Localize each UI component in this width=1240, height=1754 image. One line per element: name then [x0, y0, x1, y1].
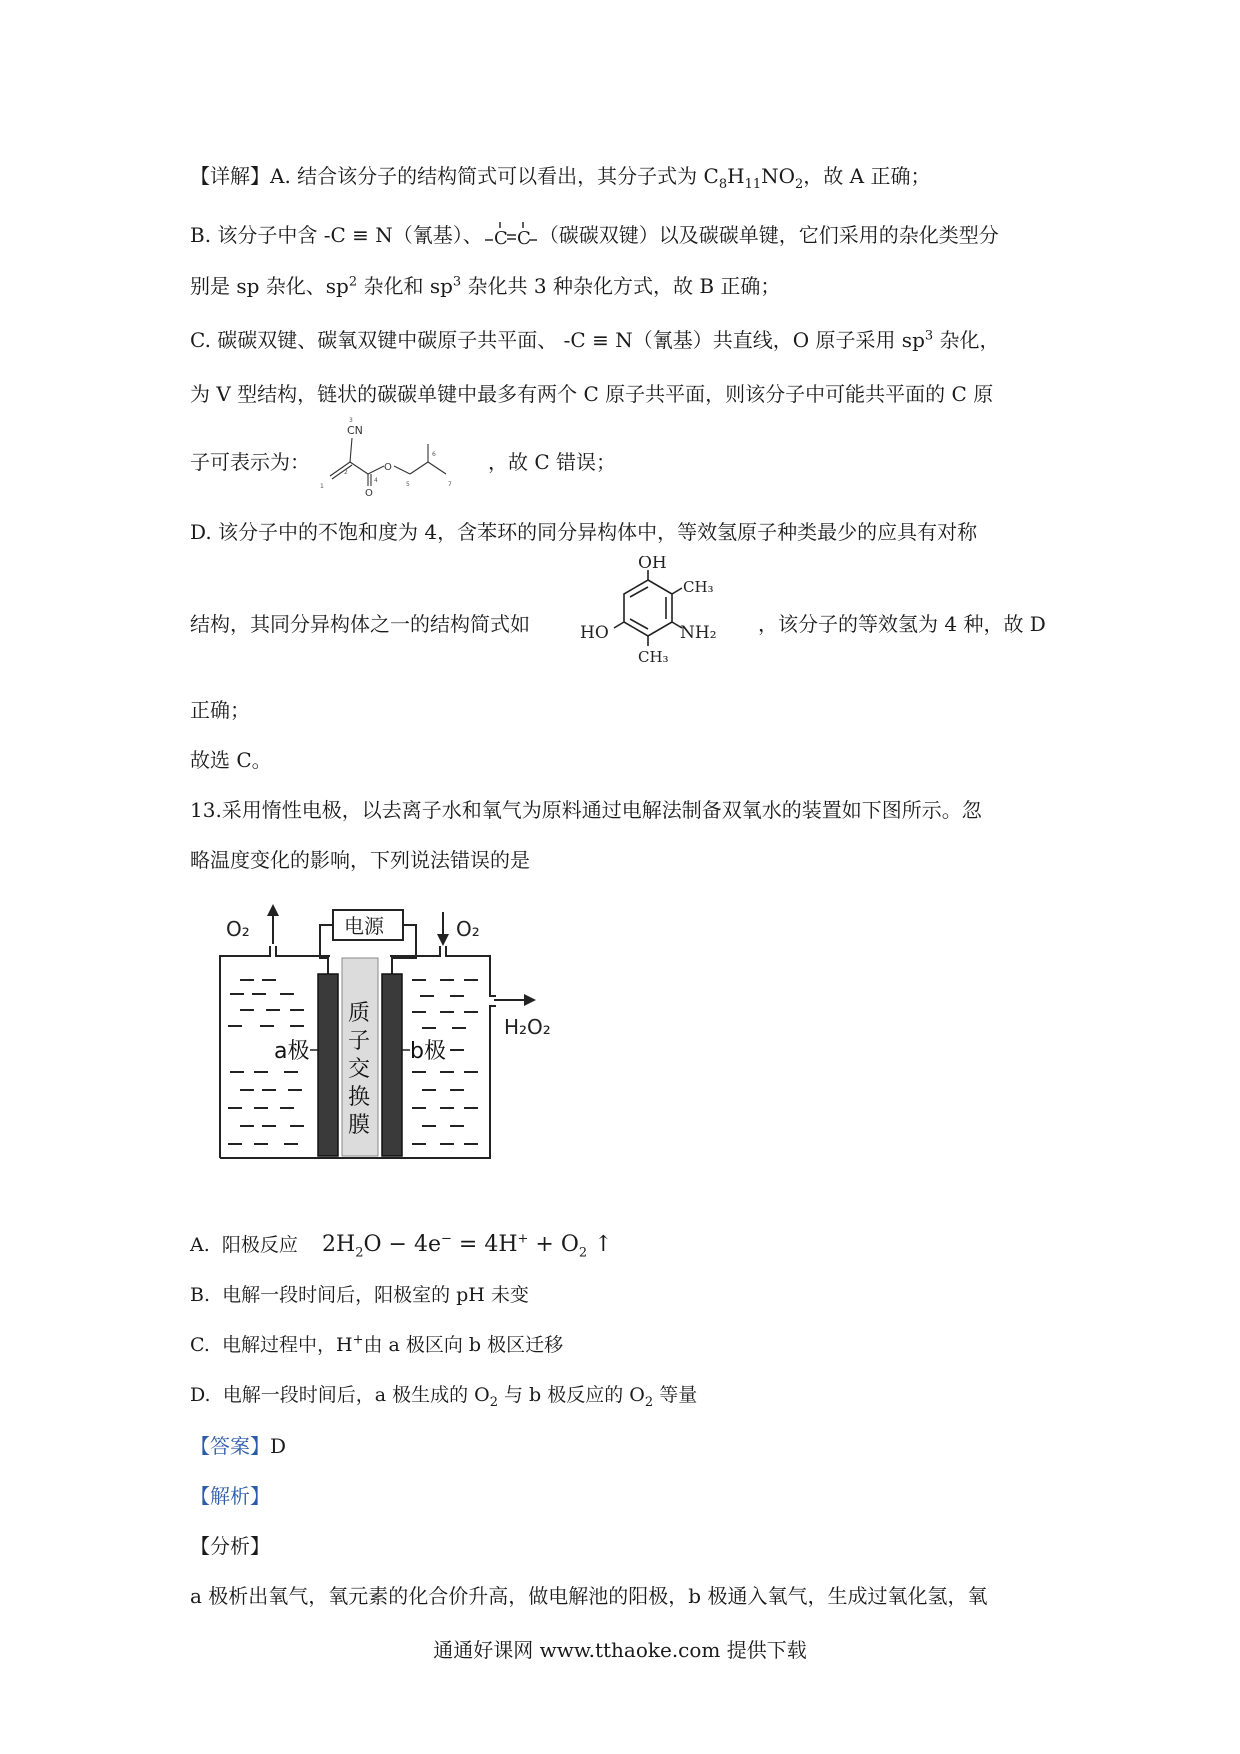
power-label: 电源 [344, 914, 384, 938]
detail-line-d3: 正确； [190, 698, 250, 722]
mol1-n1: 1 [320, 483, 324, 490]
mol1-o2: O [365, 488, 373, 496]
detail-line-b1: B. 该分子中含 -C ≡ N（氰基）、 C C （碳碳双键）以及碳碳单键，它们采用的杂化类型分 [190, 220, 999, 248]
mol1-cn: CN [347, 424, 363, 437]
option-c: C. 电解过程中，H+由 a 极区向 b 极区迁移 [190, 1332, 564, 1356]
mol1-n2: 2 [344, 469, 348, 476]
membrane-char-4: 换 [348, 1085, 371, 1110]
b-pole-label: b极 [410, 1039, 446, 1064]
a-pole-label: a极 [274, 1039, 310, 1064]
detail-line-c3-suffix: ，故 C 错误； [488, 450, 617, 474]
membrane-char-1: 质 [348, 1001, 371, 1026]
detail-line-c1: C. 碳碳双键、碳氧双键中碳原子共平面、 -C ≡ N（氰基）共直线，O 原子采用 $sp^3$ 杂化， [190, 328, 1000, 352]
mol1-o: O [384, 462, 392, 473]
b-electrode [382, 974, 402, 1156]
detail-line-a: 【详解】A. 结合该分子的结构简式可以看出，其分子式为 $C_8H_{11}NO_2$，故 A 正确； [190, 164, 931, 192]
mol1-n6: 6 [432, 451, 436, 458]
o2-in-label: O₂ [456, 917, 480, 941]
mol2-nh2: NH₂ [680, 623, 717, 643]
a-electrode [318, 974, 338, 1156]
mol1-n4: 4 [374, 477, 378, 484]
question-stem-1: 13.采用惰性电极，以去离子水和氧气为原料通过电解法制备双氧水的装置如下图所示。忽 [190, 798, 982, 822]
molecule-coplanar-carbons [316, 414, 476, 496]
h2o2-label: H₂O₂ [504, 1015, 551, 1039]
membrane-char-2: 子 [348, 1029, 371, 1054]
mol1-n3: 3 [349, 417, 353, 424]
page-footer: 通通好课网 www.tthaoke.com 提供下载 [433, 1638, 807, 1662]
option-a: A. 阳极反应 $2H_2O - 4e^- = 4H^+ + O_2$ ↑ [190, 1231, 613, 1261]
mol2-ch3-bottom: CH₃ [638, 648, 669, 666]
fenxi-label: 【分析】 [190, 1534, 270, 1558]
mol2-ch3-top: CH₃ [683, 578, 714, 596]
svg-text:C: C [516, 228, 531, 248]
membrane-char-5: 膜 [348, 1113, 371, 1138]
option-b: B. 电解一段时间后，阳极室的 pH 未变 [190, 1284, 529, 1306]
detail-line-b2: 别是 sp 杂化、$sp^2$ 杂化和 $sp^3$ 杂化共 3 种杂化方式，故 B 正确； [190, 274, 781, 298]
detail-line-d2-suffix: ，该分子的等效氢为 4 种，故 D [758, 612, 1046, 636]
svg-text:C: C [493, 228, 508, 248]
analysis-label: 【解析】 [190, 1484, 270, 1508]
mol1-n5: 5 [406, 481, 410, 488]
detail-line-d1: D. 该分子中的不饱和度为 4，含苯环的同分异构体中，等效氢原子种类最少的应具有对称 [190, 520, 978, 544]
o2-out-label: O₂ [226, 917, 250, 941]
fenxi-text: a 极析出氧气，氧元素的化合价升高，做电解池的阳极，b 极通入氧气，生成过氧化氢，氧 [190, 1584, 988, 1608]
mol2-ho: HO [580, 623, 609, 643]
detail-line-c2: 为 V 型结构，链状的碳碳单键中最多有两个 C 原子共平面，则该分子中可能共平面的 C 原 [190, 382, 994, 406]
detail-line-d2-prefix: 结构，其同分异构体之一的结构简式如 [190, 612, 530, 636]
answer: 【答案】D [190, 1434, 287, 1458]
option-d: D. 电解一段时间后，a 极生成的 $O_2$ 与 b 极反应的 $O_2$ 等量 [190, 1384, 698, 1410]
detail-conclusion: 故选 C。 [190, 748, 272, 772]
question-stem-2: 略温度变化的影响，下列说法错误的是 [190, 848, 530, 872]
isomer-structure [568, 556, 728, 668]
mol1-n7: 7 [448, 481, 452, 488]
cc-double-bond-icon [483, 220, 539, 248]
detail-line-c3-prefix: 子可表示为： [190, 450, 310, 474]
mol2-oh: OH [638, 556, 667, 573]
membrane-char-3: 交 [348, 1057, 371, 1082]
anode-equation: $2H_2O - 4e^- = 4H^+ + O_2$ ↑ [322, 1231, 613, 1261]
electrolysis-diagram [200, 900, 580, 1200]
